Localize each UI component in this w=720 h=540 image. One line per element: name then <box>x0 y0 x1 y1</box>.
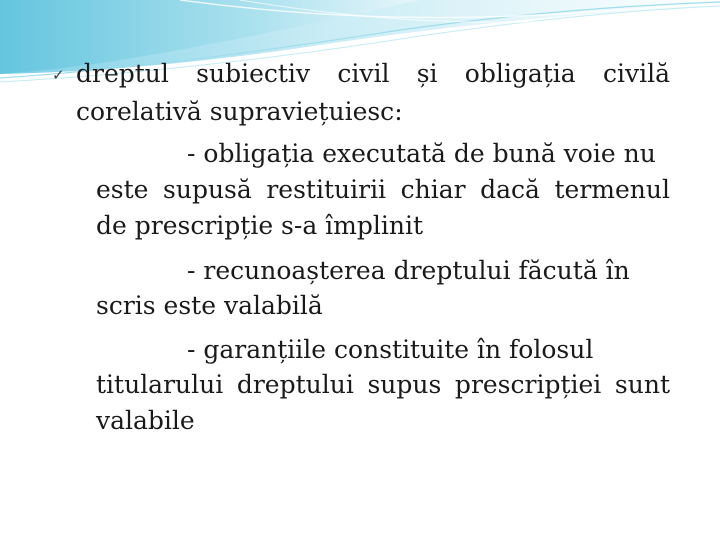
text-line-8: - garanțiile constituite în folosul <box>187 335 594 364</box>
text-line-6: - recunoașterea dreptului făcută în <box>187 256 630 285</box>
text-line-3: - obligația executată de bună voie nu <box>187 139 656 168</box>
text-line-5: de prescripție s-a împlinit <box>96 211 424 240</box>
text-line-2: corelativă supraviețuiesc: <box>76 97 403 126</box>
check-bullet-icon: ✓ <box>52 66 65 84</box>
text-line-4: este supusă restituirii chiar dacă termenul <box>96 175 670 204</box>
text-line-9: titularului dreptului supus prescripției sunt <box>96 370 670 399</box>
text-line-7: scris este valabilă <box>96 291 323 320</box>
text-line-10: valabile <box>96 406 195 435</box>
text-line-1: dreptul subiectiv civil și obligația civilă <box>76 59 670 88</box>
